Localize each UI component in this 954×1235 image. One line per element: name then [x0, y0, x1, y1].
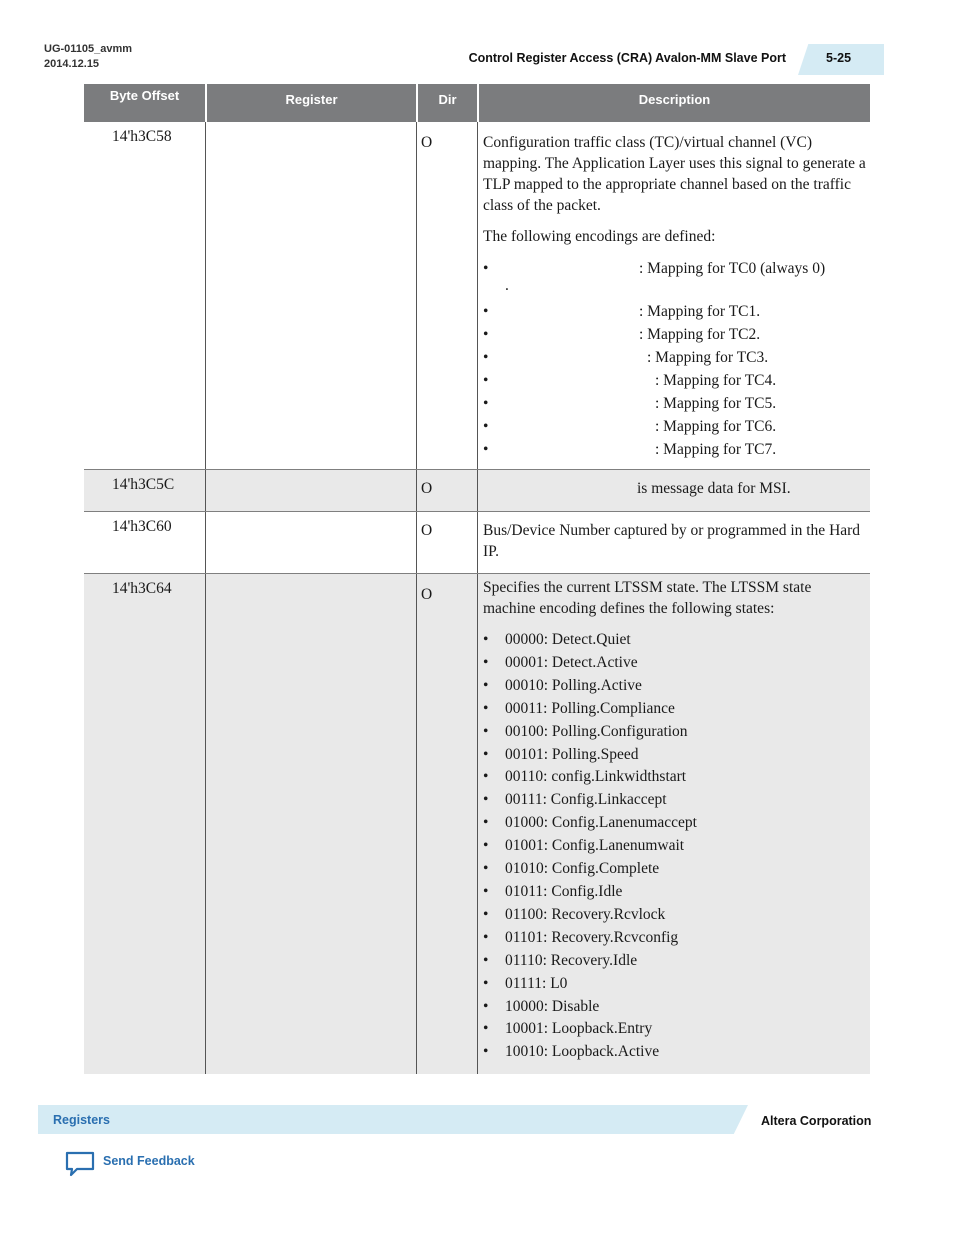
list-item: • 00011: Polling.Compliance [483, 698, 866, 721]
encoding-text: • : Mapping for TC4. [655, 372, 777, 389]
column-header-dir: Dir [416, 84, 477, 122]
document-date: 2014.12.15 [44, 58, 100, 70]
list-item: • 00001: Detect.Active [483, 652, 866, 675]
encoding-text: • : Mapping for TC0 (always 0) [639, 260, 826, 277]
list-item: • 10000: Disable [483, 996, 866, 1019]
byte-offset-cell: 14'h3C60 [112, 518, 172, 535]
list-item: • 10010: Loopback.Active [483, 1041, 866, 1064]
list-item [483, 392, 866, 415]
list-item: • 01001: Config.Lanenumwait [483, 835, 866, 858]
byte-offset-cell: 14'h3C5C [112, 476, 175, 493]
list-item: • 01000: Config.Lanenumaccept [483, 812, 866, 835]
column-header-description: Description [477, 84, 870, 122]
description-cell [477, 574, 870, 1074]
encoding-text: • : Mapping for TC3. [647, 349, 769, 366]
encoding-list [483, 257, 866, 461]
description-text: Configuration traffic class (TC)/virtual channel (VC) mapping. The Application Layer uses this signal to generate a TLP mapped to the appropriate channel based on the traffic class of the packet. [483, 134, 866, 214]
list-item: • 00010: Polling.Active [483, 675, 866, 698]
list-item: • 10001: Loopback.Entry [483, 1018, 866, 1041]
page-number: 5-25 [826, 51, 852, 65]
table-header [84, 84, 870, 122]
description-cell [477, 122, 870, 469]
ltssm-state-list [483, 629, 866, 1064]
section-title: Control Register Access (CRA) Avalon-MM Slave Port [468, 51, 786, 65]
chat-bubble-icon[interactable] [64, 1150, 96, 1178]
dir-cell: O [416, 512, 477, 573]
encodings-intro: The following encodings are defined: [483, 228, 716, 245]
column-header-register: Register [205, 84, 416, 122]
encoding-text: • : Mapping for TC6. [655, 418, 777, 435]
dir-cell: O [416, 470, 477, 511]
list-item: • 01101: Recovery.Rcvconfig [483, 927, 866, 950]
encoding-text: • : Mapping for TC1. [639, 303, 761, 320]
list-item: • 01010: Config.Complete [483, 858, 866, 881]
table-row [84, 512, 870, 574]
description-cell: Bus/Device Number captured by or programmed in the Hard IP. [477, 512, 870, 573]
table-row [84, 122, 870, 470]
list-item [483, 300, 866, 323]
register-cell [205, 122, 416, 469]
list-item [483, 257, 866, 300]
register-cell [205, 512, 416, 573]
table-row [84, 574, 870, 1074]
encoding-text: • : Mapping for TC7. [655, 441, 777, 458]
document-id: UG-01105_avmm [44, 43, 133, 55]
encoding-text: • : Mapping for TC2. [639, 326, 761, 343]
register-cell [205, 574, 416, 1074]
list-item: • 00101: Polling.Speed [483, 744, 866, 767]
list-item [483, 438, 866, 461]
description-cell: is message data for MSI. [477, 470, 870, 511]
dir-cell: O [416, 122, 477, 469]
list-item: • 01011: Config.Idle [483, 881, 866, 904]
list-item: • 00000: Detect.Quiet [483, 629, 866, 652]
footer-band [38, 1105, 748, 1134]
list-item [483, 323, 866, 346]
footer-section-link[interactable]: Registers [53, 1113, 110, 1127]
list-item [483, 369, 866, 392]
send-feedback-link[interactable]: Send Feedback [103, 1154, 195, 1168]
byte-offset-cell: 14'h3C58 [112, 128, 172, 145]
list-item: • 01110: Recovery.Idle [483, 950, 866, 973]
description-text: Specifies the current LTSSM state. The LTSSM state machine encoding defines the following states: [483, 579, 812, 617]
list-item: • 00110: config.Linkwidthstart [483, 766, 866, 789]
list-item [483, 415, 866, 438]
footer-company: Altera Corporation [761, 1114, 872, 1128]
list-item: • 00100: Polling.Configuration [483, 721, 866, 744]
register-table [84, 84, 870, 1074]
encoding-trailing-period: . [505, 277, 509, 294]
dir-cell: O [416, 574, 477, 1074]
register-cell [205, 470, 416, 511]
list-item: • 00111: Config.Linkaccept [483, 789, 866, 812]
column-header-byte-offset: Byte Offset [84, 84, 205, 122]
list-item: • 01111: L0 [483, 973, 866, 996]
list-item [483, 346, 866, 369]
list-item: • 01100: Recovery.Rcvlock [483, 904, 866, 927]
encoding-text: • : Mapping for TC5. [655, 395, 777, 412]
table-row [84, 470, 870, 512]
byte-offset-cell: 14'h3C64 [112, 580, 172, 597]
